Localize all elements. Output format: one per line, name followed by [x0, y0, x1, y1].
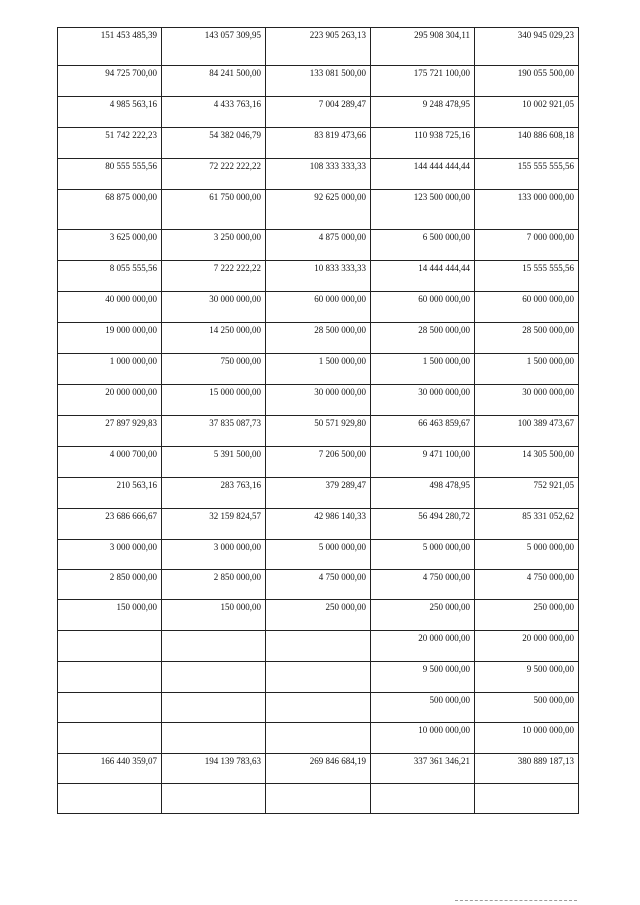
table-cell: 30 000 000,00	[475, 385, 579, 416]
table-cell: 500 000,00	[475, 693, 579, 723]
table-cell: 3 000 000,00	[58, 540, 162, 570]
table-cell: 250 000,00	[371, 600, 475, 631]
document-page	[57, 27, 578, 814]
table-cell: 250 000,00	[266, 600, 371, 631]
table-cell: 27 897 929,83	[58, 416, 162, 447]
table-cell	[371, 784, 475, 814]
table-cell: 50 571 929,80	[266, 416, 371, 447]
table-cell: 5 000 000,00	[371, 540, 475, 570]
table-row	[58, 509, 579, 540]
table-cell: 94 725 700,00	[58, 66, 162, 97]
table-cell: 9 500 000,00	[371, 662, 475, 693]
table-cell	[58, 662, 162, 693]
table-cell: 380 889 187,13	[475, 754, 579, 784]
table-cell: 28 500 000,00	[266, 323, 371, 354]
table-cell: 32 159 824,57	[162, 509, 266, 540]
table-cell: 10 833 333,33	[266, 261, 371, 292]
table-cell: 4 875 000,00	[266, 230, 371, 261]
table-cell	[475, 784, 579, 814]
table-cell	[266, 693, 371, 723]
table-cell: 337 361 346,21	[371, 754, 475, 784]
table-cell: 30 000 000,00	[162, 292, 266, 323]
table-body	[58, 28, 579, 814]
table-cell: 283 763,16	[162, 478, 266, 509]
table-cell: 9 471 100,00	[371, 447, 475, 478]
table-cell: 1 500 000,00	[266, 354, 371, 385]
table-cell: 144 444 444,44	[371, 159, 475, 190]
table-cell: 3 250 000,00	[162, 230, 266, 261]
table-cell: 3 625 000,00	[58, 230, 162, 261]
table-cell: 54 382 046,79	[162, 128, 266, 159]
table-row	[58, 190, 579, 230]
table-cell: 3 000 000,00	[162, 540, 266, 570]
table-cell: 108 333 333,33	[266, 159, 371, 190]
table-cell: 23 686 666,67	[58, 509, 162, 540]
table-cell: 1 500 000,00	[371, 354, 475, 385]
table-cell: 14 250 000,00	[162, 323, 266, 354]
table-cell: 7 004 289,47	[266, 97, 371, 128]
table-cell: 51 742 222,23	[58, 128, 162, 159]
table-cell: 10 000 000,00	[371, 723, 475, 754]
table-row	[58, 478, 579, 509]
table-cell	[162, 723, 266, 754]
table-cell: 133 000 000,00	[475, 190, 579, 230]
table-cell: 42 986 140,33	[266, 509, 371, 540]
table-cell: 14 305 500,00	[475, 447, 579, 478]
table-row	[58, 723, 579, 754]
table-cell: 20 000 000,00	[475, 631, 579, 662]
table-cell: 175 721 100,00	[371, 66, 475, 97]
table-cell: 379 289,47	[266, 478, 371, 509]
table-cell: 194 139 783,63	[162, 754, 266, 784]
table-row	[58, 97, 579, 128]
table-cell: 84 241 500,00	[162, 66, 266, 97]
table-cell: 60 000 000,00	[266, 292, 371, 323]
table-cell: 5 000 000,00	[266, 540, 371, 570]
table-cell: 80 555 555,56	[58, 159, 162, 190]
table-cell	[58, 693, 162, 723]
table-cell: 295 908 304,11	[371, 28, 475, 66]
financial-table	[57, 27, 579, 814]
table-row	[58, 292, 579, 323]
table-cell: 1 000 000,00	[58, 354, 162, 385]
table-cell: 10 000 000,00	[475, 723, 579, 754]
table-cell: 140 886 608,18	[475, 128, 579, 159]
table-cell: 60 000 000,00	[371, 292, 475, 323]
table-cell	[58, 784, 162, 814]
table-cell: 151 453 485,39	[58, 28, 162, 66]
table-cell: 150 000,00	[58, 600, 162, 631]
table-cell: 7 222 222,22	[162, 261, 266, 292]
table-cell: 2 850 000,00	[58, 570, 162, 600]
table-row	[58, 230, 579, 261]
table-cell: 83 819 473,66	[266, 128, 371, 159]
table-cell: 10 002 921,05	[475, 97, 579, 128]
table-cell: 1 500 000,00	[475, 354, 579, 385]
table-cell: 210 563,16	[58, 478, 162, 509]
table-row	[58, 662, 579, 693]
table-cell: 123 500 000,00	[371, 190, 475, 230]
table-cell	[266, 631, 371, 662]
table-cell	[58, 631, 162, 662]
table-cell: 190 055 500,00	[475, 66, 579, 97]
table-row	[58, 159, 579, 190]
table-cell: 223 905 263,13	[266, 28, 371, 66]
table-cell	[266, 784, 371, 814]
table-cell: 92 625 000,00	[266, 190, 371, 230]
table-cell	[162, 662, 266, 693]
table-row	[58, 570, 579, 600]
table-cell: 7 206 500,00	[266, 447, 371, 478]
table-cell: 7 000 000,00	[475, 230, 579, 261]
table-cell: 85 331 052,62	[475, 509, 579, 540]
table-cell: 250 000,00	[475, 600, 579, 631]
table-cell: 61 750 000,00	[162, 190, 266, 230]
table-cell	[162, 784, 266, 814]
table-cell: 110 938 725,16	[371, 128, 475, 159]
table-cell: 14 444 444,44	[371, 261, 475, 292]
table-row	[58, 600, 579, 631]
table-cell: 9 248 478,95	[371, 97, 475, 128]
table-cell: 500 000,00	[371, 693, 475, 723]
table-cell	[266, 723, 371, 754]
table-row	[58, 631, 579, 662]
table-cell: 8 055 555,56	[58, 261, 162, 292]
table-cell: 20 000 000,00	[58, 385, 162, 416]
table-row	[58, 693, 579, 723]
table-row	[58, 66, 579, 97]
table-cell: 56 494 280,72	[371, 509, 475, 540]
table-cell: 20 000 000,00	[371, 631, 475, 662]
table-cell: 340 945 029,23	[475, 28, 579, 66]
table-cell: 6 500 000,00	[371, 230, 475, 261]
table-cell: 166 440 359,07	[58, 754, 162, 784]
table-cell: 100 389 473,67	[475, 416, 579, 447]
table-cell: 5 000 000,00	[475, 540, 579, 570]
table-row	[58, 354, 579, 385]
table-cell: 19 000 000,00	[58, 323, 162, 354]
table-cell: 752 921,05	[475, 478, 579, 509]
table-row	[58, 28, 579, 66]
table-row	[58, 323, 579, 354]
table-cell: 155 555 555,56	[475, 159, 579, 190]
table-cell: 498 478,95	[371, 478, 475, 509]
table-cell: 150 000,00	[162, 600, 266, 631]
table-row	[58, 261, 579, 292]
table-cell: 4 433 763,16	[162, 97, 266, 128]
table-cell: 68 875 000,00	[58, 190, 162, 230]
table-cell: 15 000 000,00	[162, 385, 266, 416]
table-cell: 30 000 000,00	[266, 385, 371, 416]
table-cell: 37 835 087,73	[162, 416, 266, 447]
footer-dashed-line	[455, 900, 577, 901]
table-cell: 5 391 500,00	[162, 447, 266, 478]
table-cell: 4 000 700,00	[58, 447, 162, 478]
table-cell: 72 222 222,22	[162, 159, 266, 190]
total-row	[58, 754, 579, 784]
table-cell	[58, 723, 162, 754]
table-cell	[162, 693, 266, 723]
table-cell: 269 846 684,19	[266, 754, 371, 784]
table-cell: 4 985 563,16	[58, 97, 162, 128]
table-cell: 133 081 500,00	[266, 66, 371, 97]
table-cell: 28 500 000,00	[475, 323, 579, 354]
table-row	[58, 128, 579, 159]
table-cell: 2 850 000,00	[162, 570, 266, 600]
table-cell: 4 750 000,00	[475, 570, 579, 600]
table-row	[58, 540, 579, 570]
table-row	[58, 447, 579, 478]
table-row	[58, 416, 579, 447]
table-cell	[266, 662, 371, 693]
table-cell: 15 555 555,56	[475, 261, 579, 292]
table-cell: 4 750 000,00	[371, 570, 475, 600]
table-cell: 60 000 000,00	[475, 292, 579, 323]
table-cell: 40 000 000,00	[58, 292, 162, 323]
table-cell: 4 750 000,00	[266, 570, 371, 600]
table-cell	[162, 631, 266, 662]
table-cell: 750 000,00	[162, 354, 266, 385]
table-row	[58, 784, 579, 814]
table-cell: 30 000 000,00	[371, 385, 475, 416]
table-row	[58, 385, 579, 416]
table-cell: 28 500 000,00	[371, 323, 475, 354]
table-cell: 143 057 309,95	[162, 28, 266, 66]
table-cell: 66 463 859,67	[371, 416, 475, 447]
table-cell: 9 500 000,00	[475, 662, 579, 693]
